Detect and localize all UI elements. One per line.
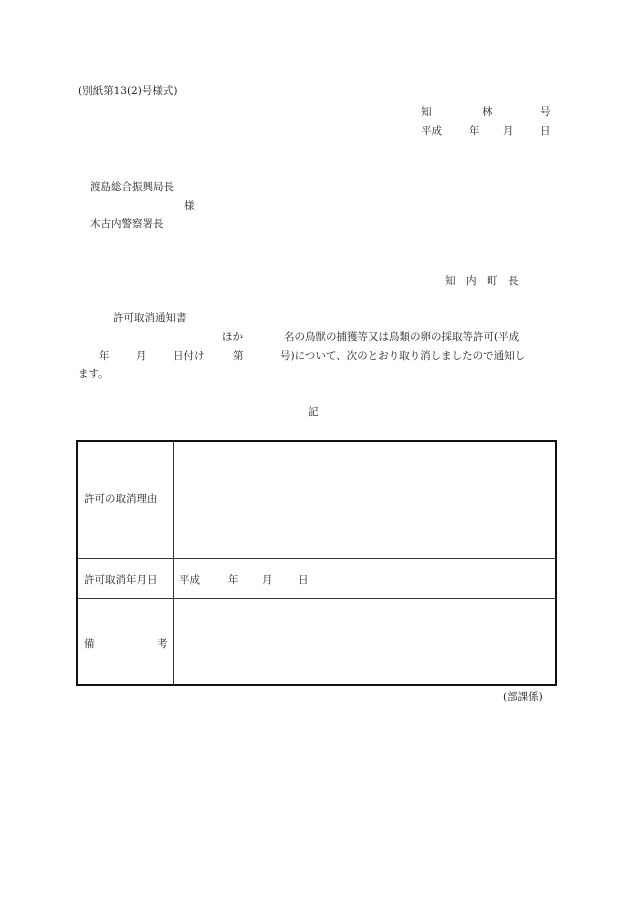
body-line-2: 号)について、次のとおり取り消しましたので通知し xyxy=(280,350,526,362)
form-number-label: (別紙第13(2)号様式) xyxy=(78,85,178,97)
revocation-date-era: 平成 xyxy=(179,574,200,586)
department-note: (部課係) xyxy=(503,691,543,703)
revocation-date-month: 月 xyxy=(262,574,273,586)
revocation-date-day: 日 xyxy=(298,574,309,586)
reason-label: 許可の取消理由 xyxy=(84,493,158,505)
remarks-label-1: 備 xyxy=(84,638,95,650)
table-row-divider-1 xyxy=(78,558,555,559)
addressee-line-2: 木古内警察署長 xyxy=(90,218,164,230)
doc-number-suffix: 号 xyxy=(540,106,551,118)
body-dated: 日付け xyxy=(173,350,205,362)
remarks-label-2: 考 xyxy=(157,638,168,650)
date-year: 年 xyxy=(469,125,480,137)
table-row-divider-2 xyxy=(78,598,555,599)
addressee-line-1: 渡島総合振興局長 xyxy=(90,181,174,193)
sender-mayor: 知 内 町 長 xyxy=(445,275,519,287)
body-line-3: ます。 xyxy=(78,368,109,380)
body-year: 年 xyxy=(99,350,110,362)
doc-number-prefix: 知 xyxy=(421,106,432,118)
revocation-date-year: 年 xyxy=(228,574,239,586)
body-month: 月 xyxy=(136,350,147,362)
document-title: 許可取消通知書 xyxy=(113,312,187,324)
ki-heading: 記 xyxy=(308,406,319,418)
body-dai: 第 xyxy=(233,350,244,362)
revocation-date-label: 許可取消年月日 xyxy=(84,574,158,586)
addressee-honorific: 様 xyxy=(184,200,195,212)
body-line-1: 名の鳥獣の捕獲等又は鳥類の卵の採取等許可(平成 xyxy=(284,331,520,343)
doc-number-mid: 林 xyxy=(482,106,493,118)
details-table xyxy=(76,440,557,686)
date-day: 日 xyxy=(540,125,551,137)
table-column-divider xyxy=(173,442,174,684)
date-month: 月 xyxy=(503,125,514,137)
date-era: 平成 xyxy=(421,125,442,137)
body-hoka: ほか xyxy=(222,331,243,343)
